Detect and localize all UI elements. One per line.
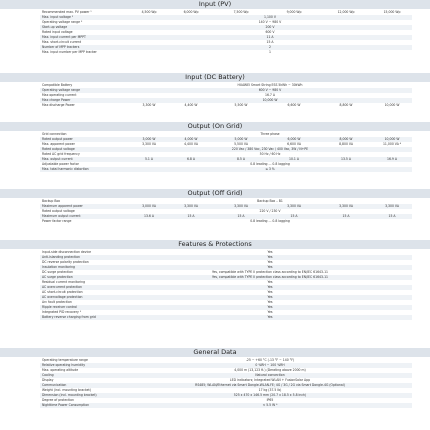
spec-value: 1 <box>269 50 271 54</box>
spec-label: Rated output voltage <box>42 209 75 213</box>
spec-label: Max charge Power <box>42 98 71 102</box>
spec-label: Communication <box>42 383 67 387</box>
spec-value: LED indicators; Integrated WLAN + FusionSolar App <box>229 378 311 382</box>
spec-label: DC surge protection <box>42 270 73 274</box>
spec-label: Anti-islanding protection <box>42 255 80 259</box>
spec-label: Cooling <box>42 373 54 377</box>
spec-label: AC short-circuit protection <box>42 290 83 294</box>
spec-label: Max. input voltage ² <box>42 15 74 19</box>
spec-value: Backup Box – B1 <box>257 199 283 203</box>
spec-value: 4,000 W <box>184 137 198 141</box>
spec-value: Yes <box>267 310 273 314</box>
spec-value: 5,500 VA <box>234 142 248 146</box>
spec-value: 10,000 W <box>384 103 400 107</box>
spec-value: 15,000 Wp <box>383 10 401 14</box>
spec-value: 8.5 A <box>236 157 246 161</box>
spec-label: AC surge protection <box>42 275 73 279</box>
spec-label: Rated AC grid frequency <box>42 152 80 156</box>
spec-value: 3,300 VA <box>142 142 156 146</box>
spec-value: 525 x 470 x 146.5 mm (20.7 x 18.5 x 5.8 inch) <box>233 393 307 397</box>
spec-label: Rated input voltage <box>42 30 73 34</box>
spec-value: 3,300 VA <box>184 204 198 208</box>
spec-value: 5,000 W <box>234 137 248 141</box>
spec-value: 4,400 VA <box>184 142 198 146</box>
spec-row <box>40 167 412 172</box>
spec-label: DC reverse polarity protection <box>42 260 89 264</box>
spec-label: Ripple receiver control <box>42 305 77 309</box>
spec-value: 2 <box>269 45 271 49</box>
spec-label: Grid connection <box>42 132 67 136</box>
spec-value: 10.1 A <box>289 157 299 161</box>
spec-label: Rated output power <box>42 137 73 141</box>
spec-label: Degree of protection <box>42 398 75 402</box>
spec-value: 220 V / 230 V <box>259 209 281 213</box>
spec-label: Operating voltage range <box>42 88 80 92</box>
spec-label: Max. output current <box>42 157 73 161</box>
spec-label: Max. apparent power <box>42 142 75 146</box>
spec-label: Start-up voltage <box>42 25 68 29</box>
spec-value: 3,300 W <box>142 103 156 107</box>
spec-value: 6.8 A <box>186 157 196 161</box>
spec-value: 15 A <box>388 214 396 218</box>
section-title: General Data <box>0 348 430 357</box>
spec-value: 4,000 m (13,123 ft.) (Derating above 2000 m) <box>234 368 306 372</box>
spec-value: 6,000 W <box>287 137 301 141</box>
spec-value: 4,500 Wp <box>141 10 157 14</box>
spec-label: Weight (incl. mounting bracket) <box>42 388 91 392</box>
spec-label: Max operating current <box>42 93 77 97</box>
spec-value: 5.1 A <box>144 157 154 161</box>
spec-value: 9,000 Wp <box>286 10 302 14</box>
spec-value: 8,800 W <box>339 103 353 107</box>
spec-value: 600 V ~ 980 V <box>258 88 282 92</box>
spec-value: 6,600 W <box>287 103 301 107</box>
spec-label: AC overvoltage protection <box>42 295 83 299</box>
section-title: Input (DC Battery) <box>0 73 430 82</box>
spec-value: 6,600 VA <box>287 142 301 146</box>
spec-value: Yes <box>267 285 273 289</box>
spec-value: Yes <box>267 280 273 284</box>
spec-value: 50 Hz / 60 Hz <box>259 152 281 156</box>
spec-value: 3,000 W <box>142 137 156 141</box>
spec-label: Insulation monitoring <box>42 265 75 269</box>
spec-value: Yes <box>267 250 273 254</box>
section-title: Output (Off Grid) <box>0 189 430 198</box>
spec-value: Yes <box>267 265 273 269</box>
spec-label: Arc fault protection <box>42 300 72 304</box>
spec-value: 3,300 VA <box>339 204 353 208</box>
spec-label: Operating voltage range ³ <box>42 20 83 24</box>
spec-label: Adjustable power factor <box>42 162 79 166</box>
spec-label: Max. input number per MPP tracker <box>42 50 97 54</box>
spec-label: Max discharge Power <box>42 103 75 107</box>
spec-row <box>40 403 412 408</box>
spec-value: 5,500 W <box>234 103 248 107</box>
spec-label: Rated output voltage <box>42 147 75 151</box>
spec-value: 3,300 VA <box>385 204 399 208</box>
spec-row <box>40 103 412 108</box>
spec-value: 0.8 leading ... 0.8 lagging <box>250 219 290 223</box>
spec-value: 15 A <box>266 40 274 44</box>
spec-label: Display <box>42 378 54 382</box>
spec-label: Max. input current per MPPT <box>42 35 86 39</box>
spec-value: 16.9 A <box>387 157 397 161</box>
spec-row <box>40 50 412 55</box>
spec-label: Residual current monitoring <box>42 280 86 284</box>
spec-value: < 5.5 W ⁶ <box>262 403 278 407</box>
section-title: Features & Protections <box>0 240 430 249</box>
spec-value: 15 A <box>237 214 245 218</box>
spec-label: Nighttime Power Consumption <box>42 403 90 407</box>
section-title: Output (On Grid) <box>0 122 430 131</box>
spec-label: Compatible Battery <box>42 83 73 87</box>
spec-value: 7,500 Wp <box>233 10 249 14</box>
spec-value: 3,000 VA <box>142 204 156 208</box>
spec-value: 0.8 leading ... 0.8 lagging <box>250 162 290 166</box>
spec-value: Yes <box>267 305 273 309</box>
spec-value: 8,800 VA <box>339 142 353 146</box>
spec-value: 8,000 W <box>339 137 353 141</box>
spec-label: Maximum apparent power <box>42 204 83 208</box>
spec-value: 6,000 Wp <box>183 10 199 14</box>
spec-label: Max. total harmonic distortion <box>42 167 89 171</box>
spec-value: Yes <box>267 255 273 259</box>
spec-value: Yes <box>267 290 273 294</box>
spec-label: Backup Box <box>42 199 61 203</box>
spec-row <box>40 315 412 320</box>
spec-value: 220 Vac / 380 Vac, 230 Vac / 400 Vac, 3W / N+PE <box>231 147 309 151</box>
spec-value: 15 A <box>187 214 195 218</box>
spec-label: Integrated PID recovery ⁵ <box>42 310 82 314</box>
spec-value: 11,000 VA ⁴ <box>382 142 402 146</box>
spec-row <box>40 219 412 224</box>
spec-value: 16.7 A <box>265 93 275 97</box>
spec-value: 15 A <box>290 214 298 218</box>
spec-value: Yes <box>267 260 273 264</box>
spec-value: Natural convection <box>255 373 285 377</box>
spec-value: Three phase <box>260 132 280 136</box>
spec-value: 200 V <box>265 25 275 29</box>
spec-value: RS485; WLAN/Ethernet via Smart Dongle-WLAN-FE; 4G / 3G / 2G via Smart Dongle-4G (Optional) <box>195 383 345 387</box>
spec-label: Recommended max. PV power ¹ <box>42 10 92 14</box>
spec-label: Number of MPP trackers <box>42 45 80 49</box>
spec-value: Yes, compatible with TYPE II protection class according to EN/IEC 61643-11 <box>211 270 329 274</box>
spec-value: Yes <box>267 300 273 304</box>
spec-value: -25 ~ +60 °C (-13 °F ~ 140 °F) <box>245 358 295 362</box>
spec-value: 13.5 A <box>341 157 351 161</box>
spec-value: 15 A <box>342 214 350 218</box>
spec-value: 600 V <box>265 30 275 34</box>
spec-value: Yes <box>267 315 273 319</box>
spec-value: 3,300 VA <box>287 204 301 208</box>
spec-value: 11 A <box>266 35 274 39</box>
spec-value: Yes <box>267 295 273 299</box>
spec-label: Max. operating altitude <box>42 368 79 372</box>
spec-label: Operating temperature range <box>42 358 88 362</box>
spec-value: 4,400 W <box>184 103 198 107</box>
spec-value: Yes, compatible with TYPE II protection class according to EN/IEC 61643-11 <box>211 275 329 279</box>
spec-value: HUAWEI Smart String ESS 5kWh ~ 30kWh <box>237 83 303 87</box>
spec-value: 17 kg (37.5 lb) <box>258 388 282 392</box>
spec-label: Battery reverse charging from grid <box>42 315 96 319</box>
spec-value: 0 %RH ~ 100 %RH <box>255 363 285 367</box>
spec-value: ≤ 3 % <box>265 167 275 171</box>
spec-label: Relative operating humidity <box>42 363 86 367</box>
spec-value: IP65 <box>266 398 274 402</box>
spec-value: 10,000 W <box>384 137 400 141</box>
spec-value: 3,300 VA <box>234 204 248 208</box>
spec-value: 12,000 Wp <box>337 10 355 14</box>
spec-value: 10,000 W <box>262 98 278 102</box>
spec-value: 13.6 A <box>144 214 154 218</box>
spec-label: Maximum output current <box>42 214 81 218</box>
spec-label: Input-side disconnection device <box>42 250 92 254</box>
spec-label: Max. short-circuit current <box>42 40 82 44</box>
spec-value: 140 V ~ 980 V <box>258 20 282 24</box>
spec-label: Power factor range <box>42 219 72 223</box>
section-title: Input (PV) <box>0 0 430 9</box>
spec-label: AC overcurrent protection <box>42 285 82 289</box>
spec-value: 1,100 V <box>264 15 276 19</box>
spec-label: Dimension (incl. mounting bracket) <box>42 393 97 397</box>
